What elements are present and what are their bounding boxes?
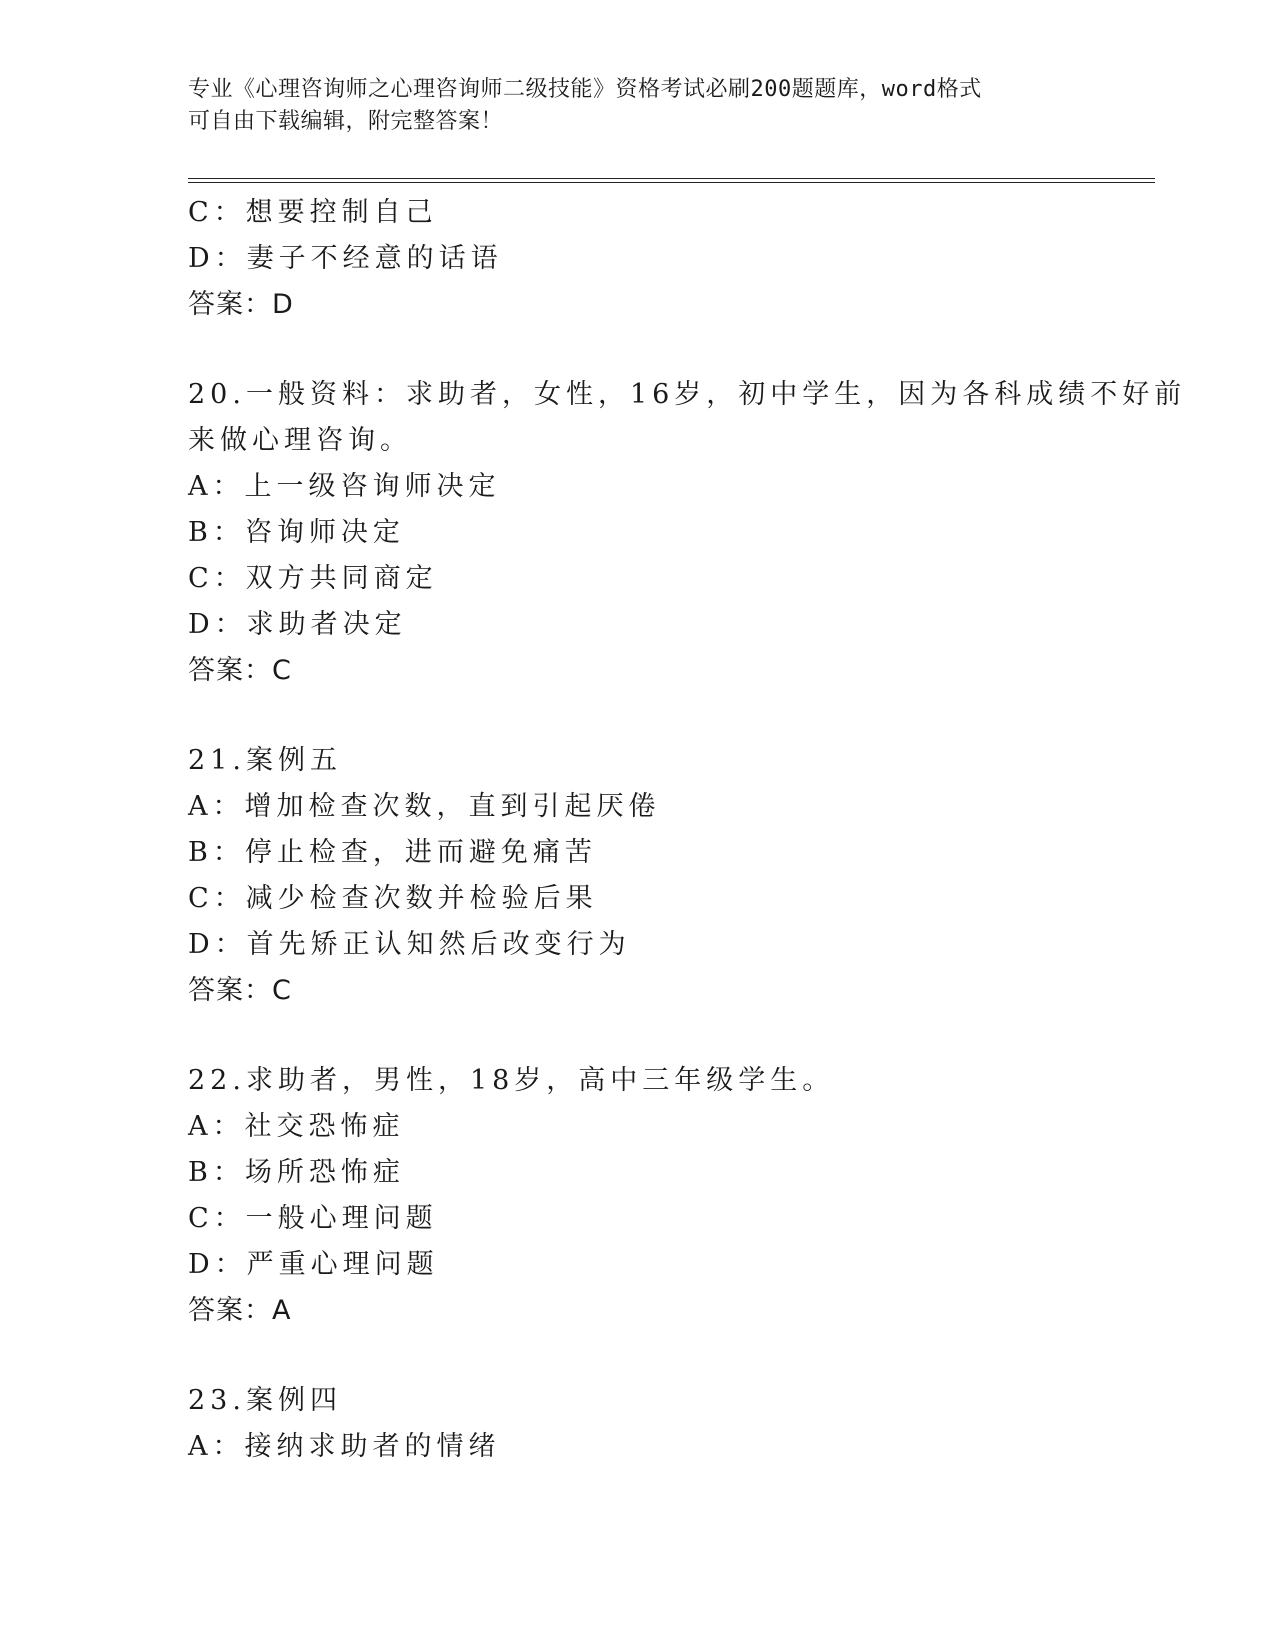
option-c: C：减少检查次数并检验后果 (188, 883, 598, 914)
option-a: A：接纳求助者的情绪 (188, 1431, 501, 1462)
option-b: B：咨询师决定 (188, 517, 405, 548)
option-b: B：场所恐怖症 (188, 1157, 405, 1188)
answer-line: 答案：D (188, 289, 294, 320)
spacer (188, 1014, 1108, 1058)
document-header (188, 74, 1088, 138)
question-block-continued (188, 190, 1108, 328)
question-stem: 20.一般资料：求助者，女性，16岁，初中学生，因为各科成绩不好前 (188, 379, 1187, 410)
option-c: C：想要控制自己 (188, 197, 438, 228)
option-a: A：社交恐怖症 (188, 1111, 405, 1142)
header-title-line-2: 可自由下载编辑，附完整答案！ (188, 109, 504, 134)
option-c: C：一般心理问题 (188, 1203, 438, 1234)
question-stem-continued: 来做心理咨询。 (188, 425, 412, 456)
question-block-22 (188, 1058, 1108, 1334)
spacer (188, 1334, 1108, 1378)
question-list (188, 190, 1187, 1470)
header-title-line-1: 专业《心理咨询师之心理咨询师二级技能》资格考试必刷200题题库，word格式 (188, 77, 982, 102)
option-a: A：增加检查次数，直到引起厌倦 (188, 791, 661, 822)
option-a: A：上一级咨询师决定 (188, 471, 501, 502)
header-divider (188, 178, 1155, 183)
option-d: D：严重心理问题 (188, 1249, 439, 1280)
answer-line: 答案：A (188, 1295, 292, 1326)
question-block-21 (188, 738, 1108, 1014)
answer-line: 答案：C (188, 655, 292, 686)
question-stem: 22.求助者，男性，18岁，高中三年级学生。 (188, 1065, 835, 1096)
option-b: B：停止检查，进而避免痛苦 (188, 837, 597, 868)
spacer (188, 694, 1108, 738)
question-block-20 (188, 372, 1187, 694)
option-c: C：双方共同商定 (188, 563, 438, 594)
option-d: D：求助者决定 (188, 609, 407, 640)
option-d: D：首先矫正认知然后改变行为 (188, 929, 631, 960)
question-stem: 23.案例四 (188, 1385, 342, 1416)
option-d: D：妻子不经意的话语 (188, 243, 503, 274)
spacer (188, 328, 1108, 372)
question-stem: 21.案例五 (188, 745, 342, 776)
question-block-23 (188, 1378, 1108, 1470)
answer-line: 答案：C (188, 975, 292, 1006)
